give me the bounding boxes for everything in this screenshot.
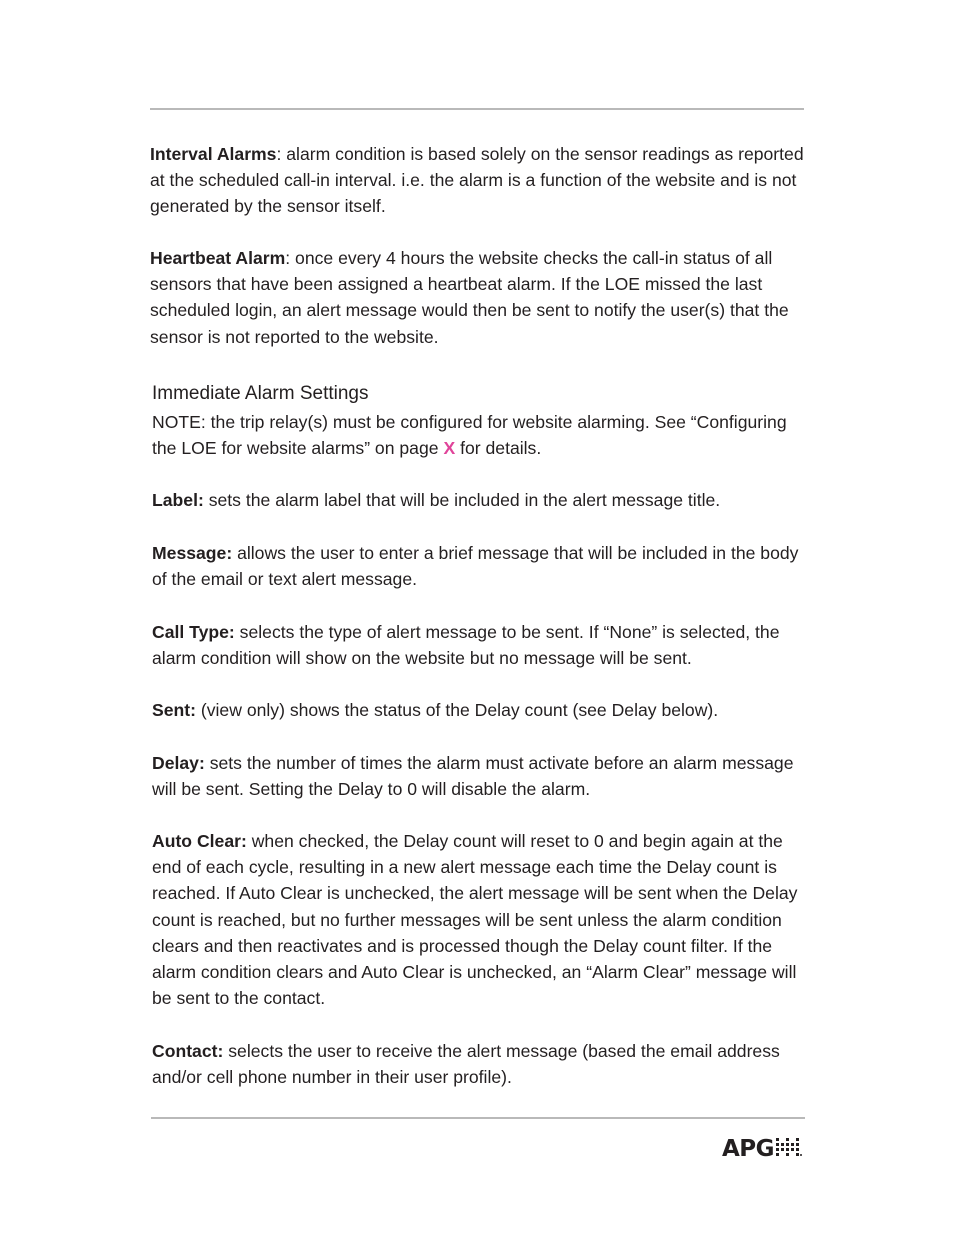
message-setting-text: allows the user to enter a brief message that will be included in the body of the email or text alert message. [152, 543, 799, 590]
message-setting-paragraph [152, 540, 812, 592]
delay-setting-term: Delay: [152, 753, 205, 773]
note-text-after: for details. [455, 438, 542, 459]
contact-setting-text: selects the user to receive the alert message (based the email address and/or cell phone number in their user profile). [152, 1041, 780, 1088]
apg-logo [722, 1136, 802, 1162]
auto-clear-setting-paragraph [152, 828, 812, 1011]
auto-clear-setting-text: when checked, the Delay count will reset to 0 and begin again at the end of each cycle, resulting in a new alert message each time the Delay count is reached. If Auto Clear is unchecked, the alert message will be sent when the Delay count is reached, but no further messages will be sent unless the alarm condition clears and then reactivates and is processed though the Delay count filter. If the alarm condition clears and Auto Clear is unchecked, an “Alarm Clear” message will be sent to the contact. [152, 831, 798, 1009]
call-type-setting-paragraph [152, 619, 812, 671]
contact-setting-paragraph [152, 1038, 812, 1090]
footer-divider [151, 1117, 805, 1119]
delay-setting-text: sets the number of times the alarm must activate before an alarm message will be sent. Setting the Delay to 0 will disable the alarm. [152, 753, 794, 800]
apg-logo-mark-icon [776, 1138, 802, 1158]
call-type-setting-term: Call Type: [152, 622, 235, 642]
section-heading: Immediate Alarm Settings [152, 383, 369, 404]
sent-setting-term: Sent: [152, 700, 196, 720]
message-setting-term: Message: [152, 543, 233, 563]
delay-setting-paragraph [152, 750, 812, 802]
label-setting-term: Label: [152, 490, 204, 510]
header-divider [150, 108, 804, 110]
heartbeat-alarm-paragraph [150, 245, 810, 350]
label-setting-text: sets the alarm label that will be included in the alert message title. [203, 490, 721, 510]
note-paragraph [152, 409, 812, 461]
call-type-setting-text: selects the type of alert message to be sent. If “None” is selected, the alarm condition will show on the website but no message will be sent. [152, 622, 780, 669]
interval-alarms-text: : alarm condition is based solely on the sensor readings as reported at the scheduled call-in interval. i.e. the alarm is a function of the website and is not generated by the sensor itself. [150, 144, 804, 217]
heartbeat-alarm-term: Heartbeat Alarm [150, 248, 286, 268]
sent-setting-paragraph [152, 697, 812, 723]
note-text-before: NOTE: the trip relay(s) must be configured for website alarming. See “Configuring the LOE for website alarms” on page [152, 412, 787, 459]
note-page-reference: X [443, 438, 456, 459]
interval-alarms-term: Interval Alarms [150, 144, 277, 164]
apg-logo-text: APG [722, 1136, 775, 1162]
auto-clear-setting-term: Auto Clear: [152, 831, 247, 851]
interval-alarms-paragraph [150, 141, 810, 220]
heartbeat-alarm-text: : once every 4 hours the website checks the call-in status of all sensors that have been assigned a heartbeat alarm. If the LOE missed the last scheduled login, an alert message would then be sent to notify the user(s) that the sensor is not reported to the website. [150, 248, 789, 347]
label-setting-paragraph [152, 487, 812, 513]
sent-setting-text: (view only) shows the status of the Delay count (see Delay below). [195, 700, 719, 720]
contact-setting-term: Contact: [152, 1041, 224, 1061]
